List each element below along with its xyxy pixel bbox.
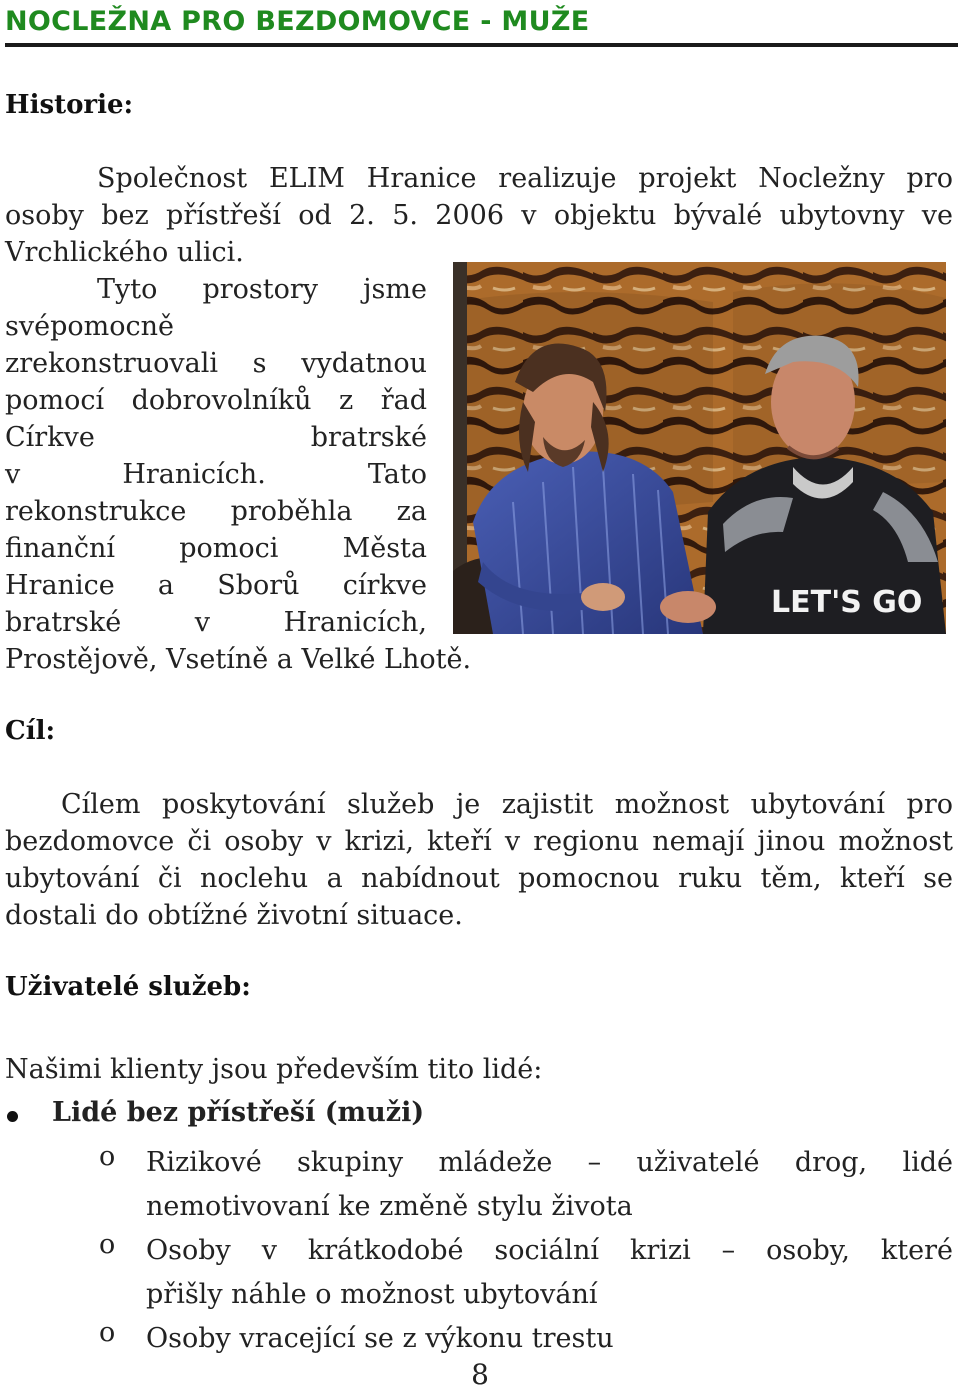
historie-line: Tyto prostory jsme xyxy=(97,274,427,305)
historie-line: Hranice a Sborů církve xyxy=(5,570,427,601)
uzivatele-intro-block xyxy=(5,1051,953,1088)
title-underline xyxy=(5,43,958,47)
historie-line: zrekonstruovali s vydatnou xyxy=(5,348,427,379)
uzivatele-heading: Uživatelé služeb: xyxy=(5,972,251,1002)
historie-line: rekonstrukce proběhla za xyxy=(5,496,427,527)
historie-line: pomocí dobrovolníků z řad xyxy=(5,385,427,416)
page-number: 8 xyxy=(471,1358,489,1391)
historie-intro-paragraph xyxy=(5,160,953,271)
cil-paragraph xyxy=(5,786,953,934)
bullet-label: Lidé bez přístřeší (muži) xyxy=(52,1097,425,1128)
historie-line: svépomocně xyxy=(5,311,174,342)
historie-intro-text: Společnost ELIM Hranice realizuje projekt Nocležny pro osoby bez přístřeší od 2. 5. 2006 v objektu bývalé ubytovny ve Vrchlického ulici. xyxy=(5,163,953,268)
sub-item-line: Rizikové skupiny mládeže – uživatelé drog, lidé xyxy=(146,1147,953,1178)
cil-text: Cílem poskytování služeb je zajistit možnost ubytování pro bezdomovce či osoby v krizi, kteří v regionu nemají jinou možnost ubytování či noclehu a nabídnout pomocnou ruku těm, kteří se dostali do obtížné životní situace. xyxy=(5,789,953,931)
historie-line: Církve bratrské xyxy=(5,422,427,453)
bullet-icon xyxy=(7,1111,18,1122)
sub-item-text xyxy=(146,1141,953,1229)
historie-last-line-block xyxy=(5,641,705,678)
sub-item-text xyxy=(146,1229,953,1317)
historie-line: bratrské v Hranicích, xyxy=(5,607,427,638)
historie-last-line: Prostějově, Vsetíně a Velké Lhotě. xyxy=(5,644,472,675)
historie-body-paragraph xyxy=(5,271,427,641)
sub-bullet-icon: o xyxy=(99,1141,116,1172)
sub-item-line: Osoby vracející se z výkonu trestu xyxy=(146,1323,614,1354)
sub-bullet-icon: o xyxy=(99,1317,116,1348)
sub-item-line: přišly náhle o možnost ubytování xyxy=(146,1279,598,1310)
two-men-at-table-photo xyxy=(453,262,946,634)
historie-line: v Hranicích. Tato xyxy=(5,459,427,490)
page-title: NOCLEŽNA PRO BEZDOMOVCE - MUŽE xyxy=(5,6,590,37)
sub-bullet-icon: o xyxy=(99,1229,116,1260)
sub-item-line: Osoby v krátkodobé sociální krizi – osoby, které xyxy=(146,1235,953,1266)
sub-item-text xyxy=(146,1317,953,1361)
cil-heading: Cíl: xyxy=(5,716,56,746)
historie-line: finanční pomoci Města xyxy=(5,533,427,564)
shirt-text: LET'S GO xyxy=(771,585,923,620)
uzivatele-intro: Našimi klienty jsou především tito lidé: xyxy=(5,1054,543,1085)
historie-heading: Historie: xyxy=(5,90,134,120)
sub-item-line: nemotivovaní ke změně stylu života xyxy=(146,1191,633,1222)
